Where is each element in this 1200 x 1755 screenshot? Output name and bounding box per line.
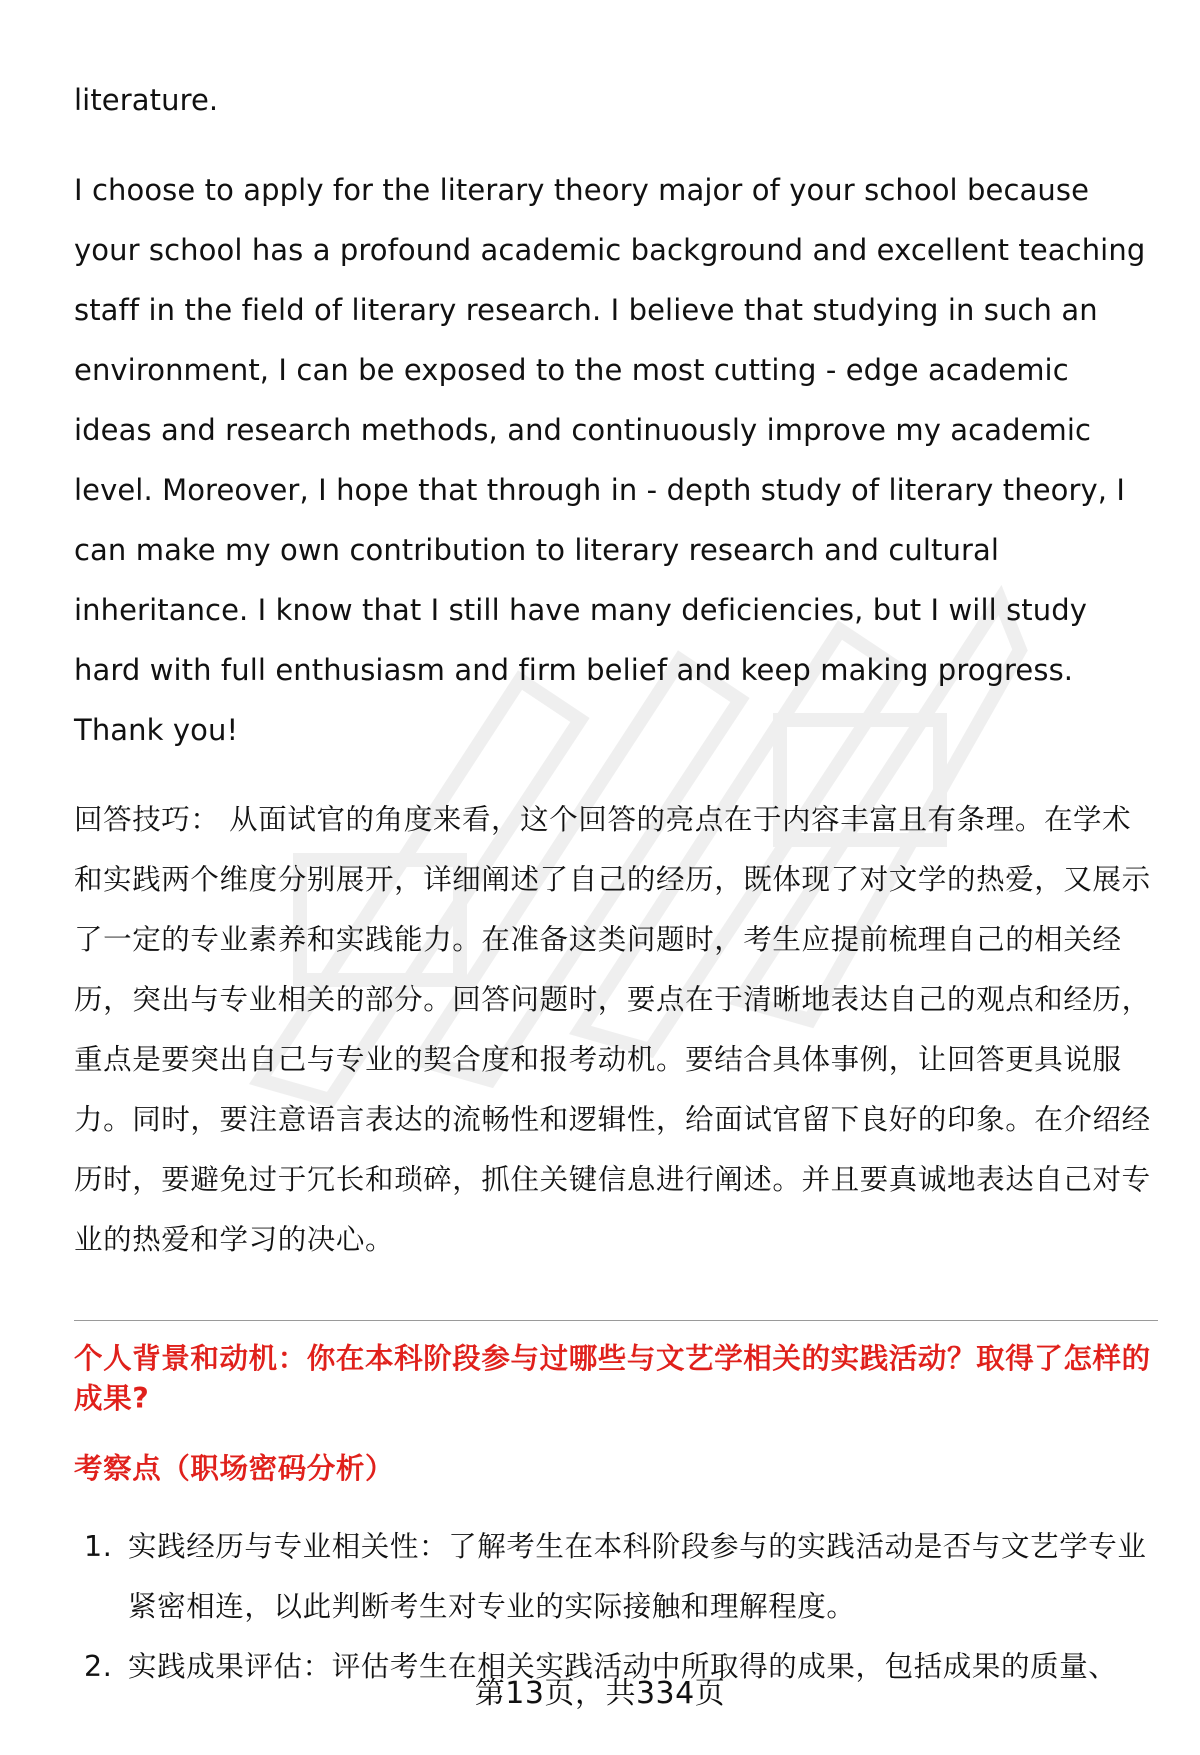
assessment-heading: 考察点（职场密码分析） [74, 1452, 395, 1485]
question-heading: 个人背景和动机：你在本科阶段参与过哪些与文艺学相关的实践活动？取得了怎样的成果? [74, 1342, 1151, 1415]
list-item-text: 实践经历与专业相关性：了解考生在本科阶段参与的实践活动是否与文艺学专业紧密相连，以此判断考生对专业的实际接触和理解程度。 [128, 1530, 1147, 1623]
answer-paragraph-1: literature. [74, 83, 219, 117]
list-item-number: 1. [84, 1530, 113, 1563]
list-item [74, 1517, 1154, 1637]
list-item-number: 2. [84, 1650, 113, 1683]
answer-tips-paragraph: 回答技巧： 从面试官的角度来看，这个回答的亮点在于内容丰富且有条理。在学术和实践两个维度分别展开，详细阐述了自己的经历，既体现了对文学的热爱，又展示了一定的专业素养和实践能力。在准备这类问题时，考生应提前梳理自己的相关经历，突出与专业相关的部分。回答问题时，要点在于清晰地表达自己的观点和经历，重点是要突出自己与专业的契合度和报考动机。要结合具体事例，让回答更具说服力。同时，要注意语言表达的流畅性和逻辑性，给面试官留下良好的印象。在介绍经历时，要避免过于冗长和琐碎，抓住关键信息进行阐述。并且要真诚地表达自己对专业的热爱和学习的决心。 [74, 803, 1151, 1256]
list-item-text: 实践成果评估：评估考生在相关实践活动中所取得的成果，包括成果的质量、 [128, 1650, 1118, 1683]
answer-paragraph-2: I choose to apply for the literary theory major of your school because your school has a profound academic background and excellent teaching staff in the field of literary research. I believe that studying in such an environment, I can be exposed to the most cutting - edge academic ideas and research methods, and continuously improve my academic level. Moreover, I hope that through in - depth study of literary theory, I can make my own contribution to literary research and cultural inheritance. I know that I still have many deficiencies, but I will study hard with full enthusiasm and firm belief and keep making progress. Thank you! [74, 173, 1146, 747]
section-divider [74, 1320, 1158, 1321]
page-content [74, 70, 1154, 1697]
page-number-footer: 第13页，共334页 [474, 1676, 726, 1711]
